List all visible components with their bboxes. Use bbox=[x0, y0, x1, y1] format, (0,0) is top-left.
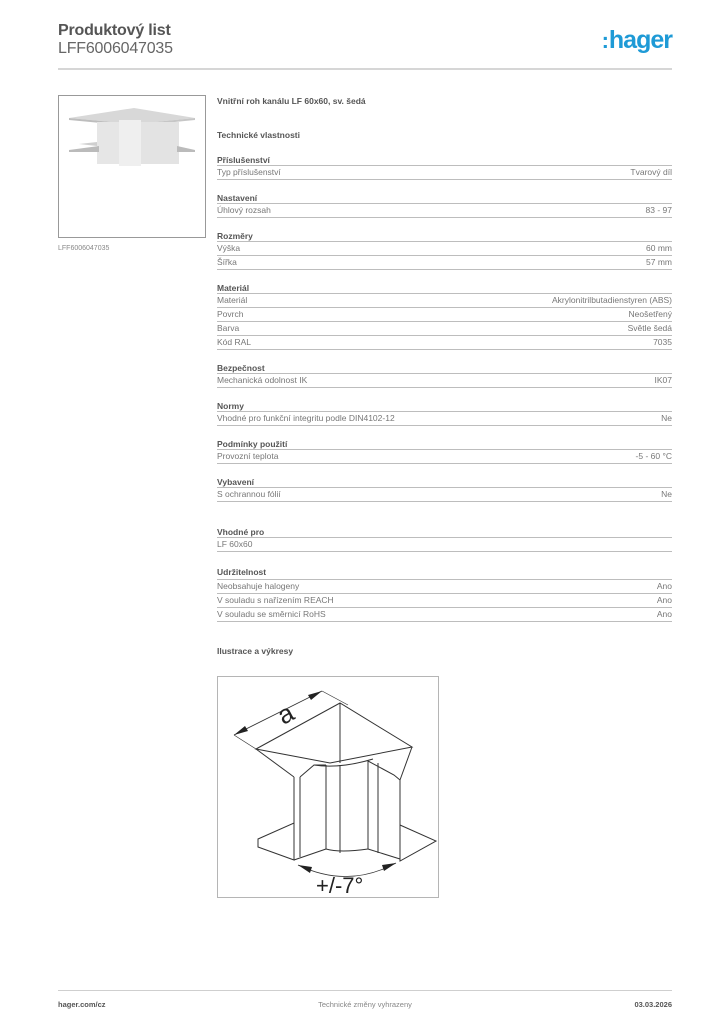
spec-label: Typ příslušenství bbox=[217, 167, 281, 177]
section-dimensions bbox=[217, 230, 672, 270]
section-standards bbox=[217, 400, 672, 426]
angle-label: +/-7° bbox=[316, 873, 364, 897]
header-divider bbox=[58, 68, 672, 70]
section-title: Udržitelnost bbox=[217, 566, 672, 580]
spec-value: 83 - 97 bbox=[645, 205, 672, 215]
spec-row bbox=[217, 204, 672, 218]
spec-value: IK07 bbox=[654, 375, 672, 385]
product-thumbnail bbox=[58, 95, 206, 238]
spec-row bbox=[217, 580, 672, 594]
section-title: Vhodné pro bbox=[217, 526, 672, 538]
spec-value: 60 mm bbox=[646, 243, 672, 253]
logo-text: hager bbox=[608, 26, 672, 54]
spec-label: Provozní teplota bbox=[217, 451, 279, 461]
section-title: Podmínky použití bbox=[217, 438, 672, 450]
spec-row bbox=[217, 166, 672, 180]
section-safety bbox=[217, 362, 672, 388]
dimension-label: a bbox=[272, 697, 299, 731]
hager-logo: :hager bbox=[601, 26, 672, 54]
section-settings bbox=[217, 192, 672, 218]
spec-value: 57 mm bbox=[646, 257, 672, 267]
website-link[interactable]: hager.com/cz bbox=[58, 1000, 106, 1009]
spec-row bbox=[217, 336, 672, 350]
spec-value: Akrylonitrilbutadienstyren (ABS) bbox=[552, 295, 672, 305]
technical-drawing bbox=[217, 676, 439, 898]
section-title: Bezpečnost bbox=[217, 362, 672, 374]
spec-value: -5 - 60 °C bbox=[635, 451, 672, 461]
spec-value: Tvarový díl bbox=[630, 167, 672, 177]
illustrations-heading: Ilustrace a výkresy bbox=[217, 646, 294, 656]
spec-row bbox=[217, 412, 672, 426]
spec-value: Ne bbox=[661, 413, 672, 423]
spec-label: Neobsahuje halogeny bbox=[217, 581, 300, 591]
spec-value: Neošetřený bbox=[628, 309, 672, 319]
spec-label: Povrch bbox=[217, 309, 244, 319]
section-conditions-of-use bbox=[217, 438, 672, 464]
section-title: Vybavení bbox=[217, 476, 672, 488]
spec-label: S ochrannou fólií bbox=[217, 489, 281, 499]
section-title: Nastavení bbox=[217, 192, 672, 204]
spec-label: Úhlový rozsah bbox=[217, 205, 271, 215]
section-title: Příslušenství bbox=[217, 154, 672, 166]
thumbnail-caption: LFF6006047035 bbox=[58, 245, 110, 252]
page-header bbox=[58, 22, 672, 58]
spec-row bbox=[217, 308, 672, 322]
spec-row bbox=[217, 242, 672, 256]
spec-row bbox=[217, 450, 672, 464]
spec-value: Ano bbox=[656, 609, 672, 619]
section-suitable-for bbox=[217, 526, 672, 552]
spec-row bbox=[217, 594, 672, 608]
section-equipment bbox=[217, 476, 672, 502]
spec-value: Ano bbox=[656, 595, 672, 605]
spec-label: Materiál bbox=[217, 295, 248, 305]
document-title: Produktový list bbox=[58, 22, 171, 39]
spec-row bbox=[217, 488, 672, 502]
section-material bbox=[217, 282, 672, 350]
footer-notice: Technické změny vyhrazeny bbox=[318, 1000, 412, 1009]
section-title: Normy bbox=[217, 400, 672, 412]
product-description: Vnitřní roh kanálu LF 60x60, sv. šedá bbox=[217, 96, 366, 106]
spec-value: Ne bbox=[661, 489, 672, 499]
spec-row bbox=[217, 538, 672, 552]
spec-label: LF 60x60 bbox=[217, 539, 253, 549]
section-title: Materiál bbox=[217, 282, 672, 294]
spec-row bbox=[217, 374, 672, 388]
spec-row bbox=[217, 322, 672, 336]
section-sustainability bbox=[217, 566, 672, 622]
spec-row bbox=[217, 294, 672, 308]
technical-properties-heading: Technické vlastnosti bbox=[217, 130, 300, 140]
section-title: Rozměry bbox=[217, 230, 672, 242]
footer-divider bbox=[58, 990, 672, 991]
spec-value: Světle šedá bbox=[627, 323, 672, 333]
spec-label: Barva bbox=[217, 323, 240, 333]
spec-label: Šířka bbox=[217, 257, 237, 267]
product-code: LFF6006047035 bbox=[58, 40, 173, 57]
spec-label: Výška bbox=[217, 243, 241, 253]
product-details bbox=[217, 96, 672, 658]
spec-label: V souladu s nařízením REACH bbox=[217, 595, 334, 605]
spec-value: Ano bbox=[656, 581, 672, 591]
spec-label: Mechanická odolnost IK bbox=[217, 375, 308, 385]
footer-date: 03.03.2026 bbox=[634, 1000, 672, 1009]
section-accessories bbox=[217, 154, 672, 180]
spec-row bbox=[217, 256, 672, 270]
spec-label: Vhodné pro funkční integritu podle DIN4102-12 bbox=[217, 413, 395, 423]
spec-value: 7035 bbox=[653, 337, 672, 347]
spec-row bbox=[217, 608, 672, 622]
spec-label: V souladu se směrnicí RoHS bbox=[217, 609, 326, 619]
spec-label: Kód RAL bbox=[217, 337, 252, 347]
